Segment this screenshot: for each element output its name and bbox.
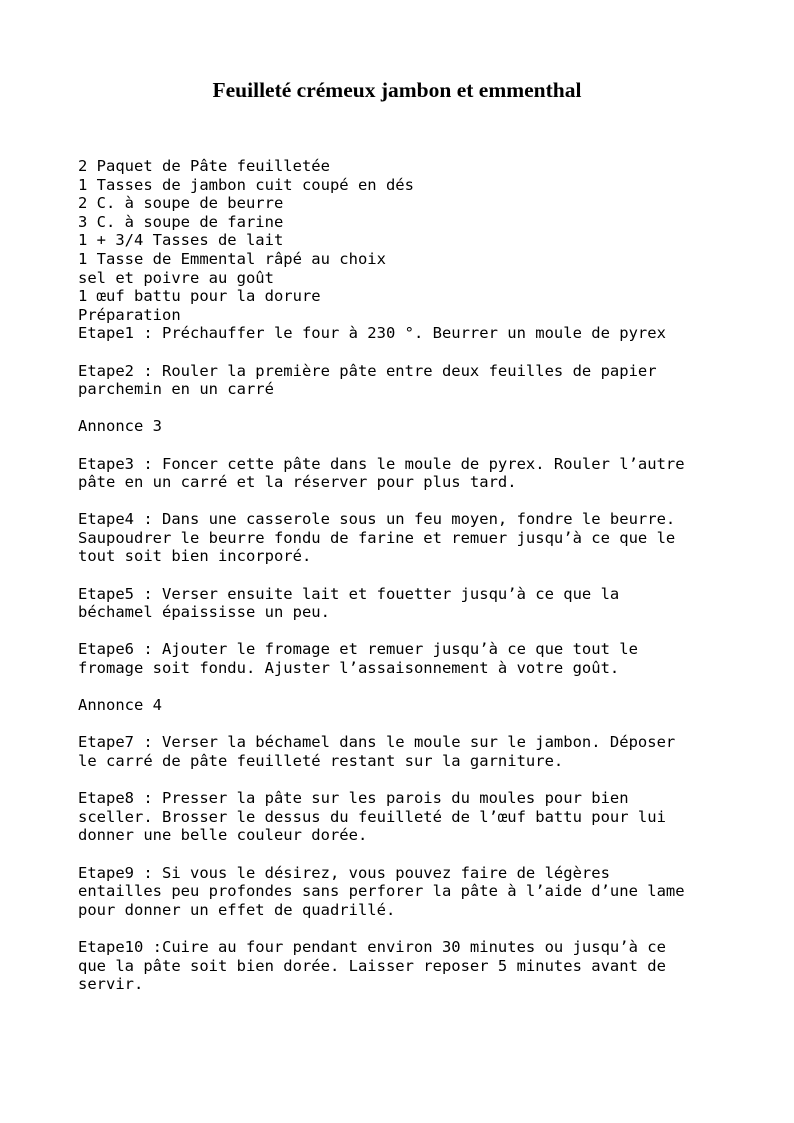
step-line: Etape9 : Si vous le désirez, vous pouvez faire de légères [78,863,610,882]
step-line: Etape4 : Dans une casserole sous un feu moyen, fondre le beurre. [78,510,676,529]
step-paragraph [78,789,738,845]
step-line: Etape3 : Foncer cette pâte dans le moule de pyrex. Rouler l’autre [78,454,685,473]
step-line: Etape8 : Presser la pâte sur les parois du moules pour bien [78,789,629,808]
ingredient-line: 3 C. à soupe de farine [78,212,284,231]
step-line: Etape10 :Cuire au four pendant environ 30 minutes ou jusqu’à ce [78,937,666,956]
ingredient-line: 1 œuf battu pour la dorure [78,287,321,306]
step-line: Etape1 : Préchauffer le four à 230 °. Beurrer un moule de pyrex [78,324,666,343]
ad-placeholder [78,696,738,715]
step-paragraph [78,938,738,994]
step-line: pour donner un effet de quadrillé. [78,900,396,919]
step-line: Etape5 : Verser ensuite lait et fouetter jusqu’à ce que la [78,584,620,603]
ingredient-line: 1 + 3/4 Tasses de lait [78,231,284,250]
step-line: le carré de pâte feuilleté restant sur la garniture. [78,752,564,770]
ad-label: Annonce 4 [78,696,162,715]
step-line: donner une belle couleur dorée. [78,826,368,845]
step-line: Saupoudrer le beurre fondu de farine et remuer jusqu’à ce que le [78,528,676,547]
ingredient-line: 2 C. à soupe de beurre [78,194,284,213]
step-line: entailles peu profondes sans perforer la pâte à l’aide d’une lame [78,882,685,901]
ingredient-line: 1 Tasses de jambon cuit coupé en dés [78,175,414,194]
step-paragraph [78,324,738,343]
step-paragraph [78,510,738,566]
step-line: fromage soit fondu. Ajuster l’assaisonnement à votre goût. [78,659,620,678]
ad-label: Annonce 3 [78,417,162,436]
preparation-heading: Préparation [78,305,181,324]
step-paragraph [78,733,738,770]
step-line: servir. [78,975,144,994]
ingredients-list [78,157,738,306]
step-line: Etape2 : Rouler la première pâte entre deux feuilles de papier [78,361,657,380]
step-paragraph [78,362,738,399]
step-line: pâte en un carré et la réserver pour plus tard. [78,473,517,492]
step-paragraph [78,864,738,920]
step-line: tout soit bien incorporé. [78,547,312,566]
step-line: parchemin en un carré [78,380,274,399]
recipe-body [78,157,738,1012]
step-line: Etape7 : Verser la béchamel dans le moule sur le jambon. Déposer [78,733,676,752]
ingredient-line: sel et poivre au goût [78,268,274,287]
step-line: sceller. Brosser le dessus du feuilleté de l’œuf battu pour lui [78,807,666,826]
ingredient-line: 1 Tasse de Emmental râpé au choix [78,249,386,268]
step-paragraph [78,455,738,492]
step-paragraph [78,640,738,677]
step-paragraph [78,585,738,622]
ad-placeholder [78,417,738,436]
step-line: que la pâte soit bien dorée. Laisser reposer 5 minutes avant de [78,956,666,975]
step-line: Etape6 : Ajouter le fromage et remuer jusqu’à ce que tout le [78,640,638,659]
recipe-title: Feuilleté crémeux jambon et emmenthal [212,78,582,102]
step-line: béchamel épaississe un peu. [78,603,330,622]
ingredient-line: 2 Paquet de Pâte feuilletée [78,157,330,175]
